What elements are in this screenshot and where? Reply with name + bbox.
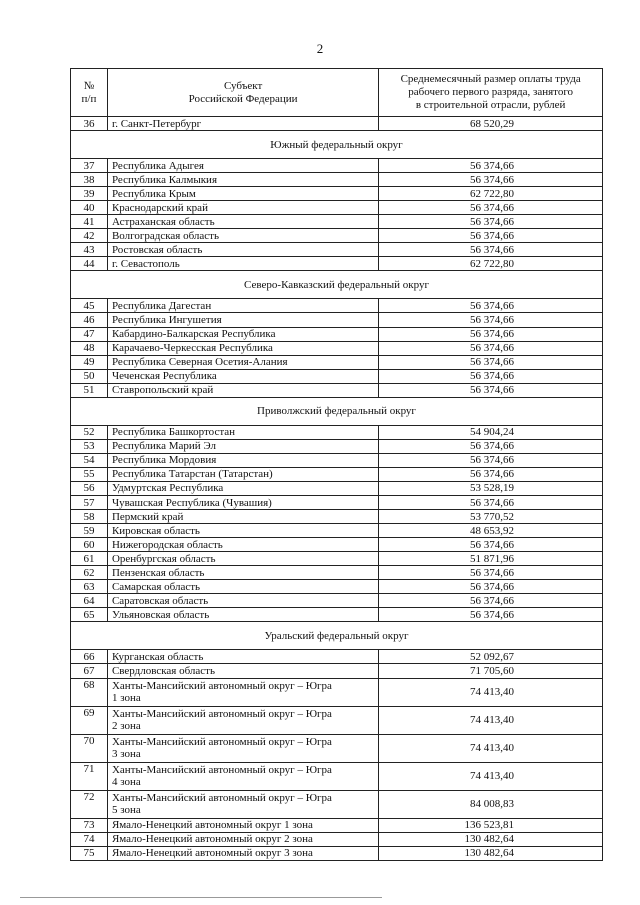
- row-number: 67: [71, 664, 108, 678]
- district-row: [71, 131, 603, 159]
- row-subject: Республика Адыгея: [107, 159, 378, 173]
- row-subject: Республика Дагестан: [107, 299, 378, 313]
- row-subject: Ростовская область: [107, 243, 378, 257]
- table-row: [71, 299, 603, 313]
- row-number: 63: [71, 580, 108, 594]
- table-row: [71, 215, 603, 229]
- row-subject: Самарская область: [107, 580, 378, 594]
- table-row: [71, 594, 603, 608]
- row-value: 56 374,66: [379, 439, 603, 453]
- row-subject-line2: 4 зона: [111, 776, 141, 788]
- row-subject: Ямало-Ненецкий автономный округ 2 зона: [107, 832, 378, 846]
- table-row: [71, 383, 603, 397]
- row-number: 70: [71, 734, 108, 762]
- row-number: 50: [71, 369, 108, 383]
- row-number: 43: [71, 243, 108, 257]
- row-value: 130 482,64: [379, 832, 603, 846]
- wage-table: [70, 68, 603, 861]
- row-number: 49: [71, 355, 108, 369]
- row-number: 68: [71, 678, 108, 706]
- row-value: 74 413,40: [379, 762, 603, 790]
- table-row: [71, 173, 603, 187]
- table-row: [71, 566, 603, 580]
- district-name: Южный федеральный округ: [71, 131, 603, 159]
- row-subject: Краснодарский край: [107, 201, 378, 215]
- row-value: 71 705,60: [379, 664, 603, 678]
- row-value: 56 374,66: [379, 201, 603, 215]
- row-subject-line1: Ханты-Мансийский автономный округ – Югра: [111, 792, 332, 804]
- row-subject: Ямало-Ненецкий автономный округ 1 зона: [107, 818, 378, 832]
- table-row: [71, 706, 603, 734]
- row-subject-line1: Ханты-Мансийский автономный округ – Югра: [111, 736, 332, 748]
- row-value: 56 374,66: [379, 580, 603, 594]
- row-subject: Кировская область: [107, 524, 378, 538]
- row-value: 56 374,66: [379, 453, 603, 467]
- row-number: 71: [71, 762, 108, 790]
- header-number-line1: №: [83, 79, 95, 92]
- footer-divider: [20, 897, 382, 898]
- row-subject-line1: Ханты-Мансийский автономный округ – Югра: [111, 764, 332, 776]
- row-number: 60: [71, 538, 108, 552]
- row-number: 66: [71, 650, 108, 664]
- table-row: [71, 832, 603, 846]
- table-row: [71, 608, 603, 622]
- table-row: [71, 580, 603, 594]
- row-subject: г. Санкт-Петербург: [107, 117, 378, 131]
- row-subject: Чеченская Республика: [107, 369, 378, 383]
- row-value: 62 722,80: [379, 257, 603, 271]
- table-row: [71, 327, 603, 341]
- row-subject: Свердловская область: [107, 664, 378, 678]
- row-number: 72: [71, 790, 108, 818]
- table-row: [71, 762, 603, 790]
- row-number: 40: [71, 201, 108, 215]
- row-number: 38: [71, 173, 108, 187]
- row-number: 69: [71, 706, 108, 734]
- table-row: [71, 243, 603, 257]
- table-row: [71, 425, 603, 439]
- row-subject: [107, 678, 378, 706]
- row-subject: Курганская область: [107, 650, 378, 664]
- row-value: 56 374,66: [379, 608, 603, 622]
- row-value: 56 374,66: [379, 229, 603, 243]
- table-row: [71, 187, 603, 201]
- row-value: 136 523,81: [379, 818, 603, 832]
- row-subject: Ставропольский край: [107, 383, 378, 397]
- table-row: [71, 734, 603, 762]
- row-number: 74: [71, 832, 108, 846]
- row-number: 61: [71, 552, 108, 566]
- row-value: 56 374,66: [379, 383, 603, 397]
- row-subject: Республика Крым: [107, 187, 378, 201]
- table-row: [71, 510, 603, 524]
- row-value: 130 482,64: [379, 846, 603, 860]
- district-name: Приволжский федеральный округ: [71, 397, 603, 425]
- table-row: [71, 355, 603, 369]
- row-value: 54 904,24: [379, 425, 603, 439]
- row-subject: Республика Татарстан (Татарстан): [107, 467, 378, 481]
- row-subject: [107, 706, 378, 734]
- row-subject: Пермский край: [107, 510, 378, 524]
- header-subject-line1: Субъект: [223, 79, 263, 92]
- row-subject: [107, 790, 378, 818]
- row-subject: Волгоградская область: [107, 229, 378, 243]
- district-row: [71, 622, 603, 650]
- table-row: [71, 117, 603, 131]
- header-subject: [107, 69, 378, 117]
- row-subject-line1: Ханты-Мансийский автономный округ – Югра: [111, 708, 332, 720]
- row-subject: Удмуртская Республика: [107, 481, 378, 495]
- table-row: [71, 313, 603, 327]
- header-value-line1: Среднемесячный размер оплаты труда: [400, 73, 581, 85]
- row-subject: Астраханская область: [107, 215, 378, 229]
- row-subject: [107, 762, 378, 790]
- district-name: Северо-Кавказский федеральный округ: [71, 271, 603, 299]
- table-row: [71, 538, 603, 552]
- row-number: 54: [71, 453, 108, 467]
- row-value: 53 528,19: [379, 481, 603, 495]
- row-number: 59: [71, 524, 108, 538]
- row-value: 53 770,52: [379, 510, 603, 524]
- district-row: [71, 271, 603, 299]
- row-number: 48: [71, 341, 108, 355]
- table-row: [71, 818, 603, 832]
- row-subject: Чувашская Республика (Чувашия): [107, 495, 378, 509]
- header-value: [379, 69, 603, 117]
- row-value: 56 374,66: [379, 341, 603, 355]
- table-row: [71, 159, 603, 173]
- row-subject: Ямало-Ненецкий автономный округ 3 зона: [107, 846, 378, 860]
- row-subject: Республика Калмыкия: [107, 173, 378, 187]
- row-number: 64: [71, 594, 108, 608]
- row-subject-line1: Ханты-Мансийский автономный округ – Югра: [111, 680, 332, 692]
- table-row: [71, 453, 603, 467]
- row-number: 47: [71, 327, 108, 341]
- row-subject: Республика Северная Осетия-Алания: [107, 355, 378, 369]
- row-subject: Кабардино-Балкарская Республика: [107, 327, 378, 341]
- district-row: [71, 397, 603, 425]
- table-body: [71, 117, 603, 861]
- row-number: 56: [71, 481, 108, 495]
- row-value: 84 008,83: [379, 790, 603, 818]
- row-subject: Республика Башкортостан: [107, 425, 378, 439]
- row-number: 46: [71, 313, 108, 327]
- row-value: 52 092,67: [379, 650, 603, 664]
- row-value: 56 374,66: [379, 369, 603, 383]
- row-value: 56 374,66: [379, 243, 603, 257]
- row-number: 52: [71, 425, 108, 439]
- table-row: [71, 439, 603, 453]
- page-number: 2: [316, 41, 324, 56]
- row-number: 36: [71, 117, 108, 131]
- row-subject: Республика Марий Эл: [107, 439, 378, 453]
- row-number: 53: [71, 439, 108, 453]
- table-row: [71, 790, 603, 818]
- header-value-line2: рабочего первого разряда, занятого: [408, 86, 574, 98]
- row-value: 48 653,92: [379, 524, 603, 538]
- row-value: 56 374,66: [379, 355, 603, 369]
- table-header-row: [71, 69, 603, 117]
- row-subject: г. Севастополь: [107, 257, 378, 271]
- table-row: [71, 678, 603, 706]
- table-row: [71, 524, 603, 538]
- row-value: 56 374,66: [379, 327, 603, 341]
- table-row: [71, 467, 603, 481]
- row-subject-line2: 5 зона: [111, 804, 141, 816]
- table-row: [71, 552, 603, 566]
- row-value: 56 374,66: [379, 159, 603, 173]
- row-value: 56 374,66: [379, 313, 603, 327]
- row-subject-line2: 1 зона: [111, 692, 141, 704]
- row-number: 55: [71, 467, 108, 481]
- row-number: 42: [71, 229, 108, 243]
- row-number: 65: [71, 608, 108, 622]
- table-row: [71, 846, 603, 860]
- row-value: 56 374,66: [379, 566, 603, 580]
- row-subject-line2: 3 зона: [111, 748, 141, 760]
- district-name: Уральский федеральный округ: [71, 622, 603, 650]
- table-row: [71, 650, 603, 664]
- table-row: [71, 369, 603, 383]
- row-value: 62 722,80: [379, 187, 603, 201]
- row-subject: Нижегородская область: [107, 538, 378, 552]
- table-row: [71, 341, 603, 355]
- table-row: [71, 229, 603, 243]
- row-subject: Оренбургская область: [107, 552, 378, 566]
- row-subject: Республика Ингушетия: [107, 313, 378, 327]
- row-subject: Республика Мордовия: [107, 453, 378, 467]
- row-value: 56 374,66: [379, 538, 603, 552]
- row-value: 56 374,66: [379, 467, 603, 481]
- row-subject: Саратовская область: [107, 594, 378, 608]
- row-number: 45: [71, 299, 108, 313]
- table-row: [71, 481, 603, 495]
- header-number: [71, 69, 108, 117]
- row-value: 74 413,40: [379, 734, 603, 762]
- row-number: 58: [71, 510, 108, 524]
- header-number-line2: п/п: [81, 92, 97, 105]
- row-value: 56 374,66: [379, 173, 603, 187]
- row-subject-line2: 2 зона: [111, 720, 141, 732]
- table-row: [71, 495, 603, 509]
- row-subject: Ульяновская область: [107, 608, 378, 622]
- row-number: 62: [71, 566, 108, 580]
- row-value: 68 520,29: [379, 117, 603, 131]
- row-value: 74 413,40: [379, 678, 603, 706]
- row-number: 37: [71, 159, 108, 173]
- header-subject-line2: Российской Федерации: [188, 92, 298, 105]
- row-number: 41: [71, 215, 108, 229]
- row-number: 75: [71, 846, 108, 860]
- row-value: 56 374,66: [379, 215, 603, 229]
- row-subject: [107, 734, 378, 762]
- row-value: 56 374,66: [379, 594, 603, 608]
- row-value: 74 413,40: [379, 706, 603, 734]
- header-value-line3: в строительной отрасли, рублей: [415, 99, 566, 111]
- row-number: 44: [71, 257, 108, 271]
- table-row: [71, 201, 603, 215]
- row-number: 51: [71, 383, 108, 397]
- row-value: 56 374,66: [379, 495, 603, 509]
- row-number: 73: [71, 818, 108, 832]
- row-value: 56 374,66: [379, 299, 603, 313]
- row-value: 51 871,96: [379, 552, 603, 566]
- table-row: [71, 664, 603, 678]
- row-subject: Пензенская область: [107, 566, 378, 580]
- row-number: 57: [71, 495, 108, 509]
- row-subject: Карачаево-Черкесская Республика: [107, 341, 378, 355]
- row-number: 39: [71, 187, 108, 201]
- table-row: [71, 257, 603, 271]
